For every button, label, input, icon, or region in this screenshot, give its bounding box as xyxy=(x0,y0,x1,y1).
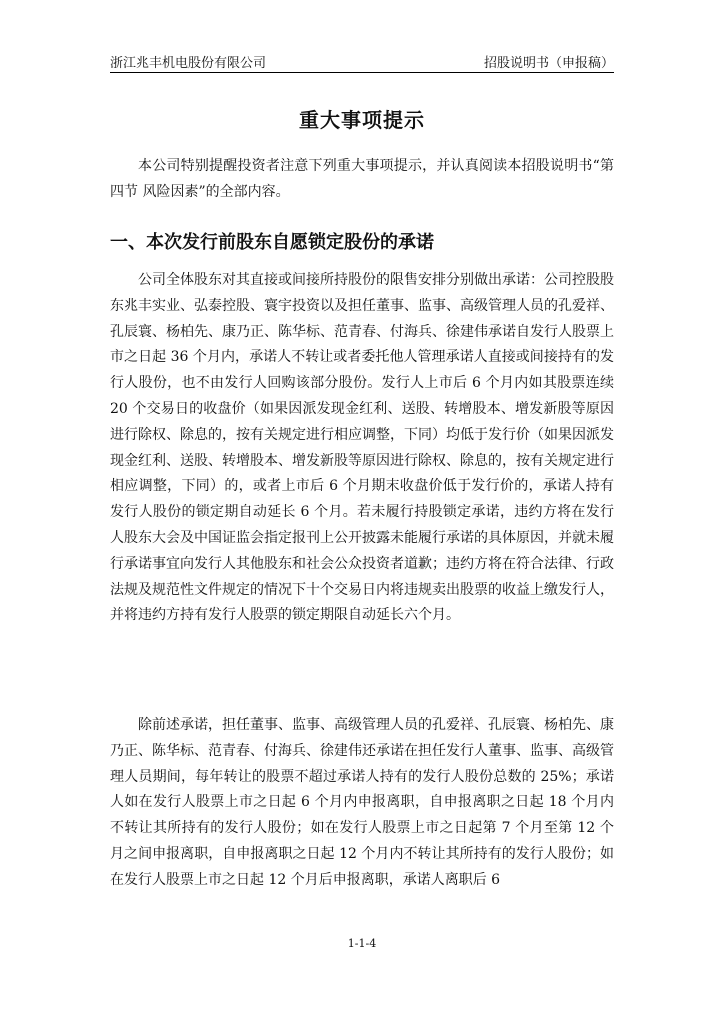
section-heading: 一、本次发行前股东自愿锁定股份的承诺 xyxy=(110,232,434,253)
intro-paragraph: 本公司特别提醒投资者注意下列重大事项提示，并认真阅读本招股说明书“第四节 风险因素”的全部内容。 xyxy=(110,158,614,200)
header-document-type: 招股说明书（申报稿） xyxy=(483,56,614,71)
page-title: 重大事项提示 xyxy=(299,108,425,132)
body-paragraph-2: 除前述承诺，担任董事、监事、高级管理人员的孔爱祥、孔辰寰、杨柏先、康乃正、陈华标、范青春、付海兵、徐建伟还承诺在担任发行人董事、监事、高级管理人员期间，每年转让的股票不超过承诺人持有的发行人股份总数的 25%；承诺人如在发行人股票上市之日起 6 个月内申报离职，自申报离职之日起 18 个月内不转让其所持有的发行人股份；如在发行人股票上市之日起第 7 个月至第 12 个月之间申报离职，自申报离职之日起 12 个月内不转让其所持有的发行人股份；如在发行人股票上市之日起 12 个月后申报离职，承诺人离职后 6 xyxy=(110,717,614,888)
header-company-name: 浙江兆丰机电股份有限公司 xyxy=(110,56,267,71)
body-paragraph-1: 公司全体股东对其直接或间接所持股份的限售安排分别做出承诺：公司控股股东兆丰实业、弘泰控股、寰宇投资以及担任董事、监事、高级管理人员的孔爱祥、孔辰寰、杨柏先、康乃正、陈华标、范青春、付海兵、徐建伟承诺自发行人股票上市之日起 36 个月内，承诺人不转让或者委托他人管理承诺人直接或间接持有的发行人股份，也不由发行人回购该部分股份。发行人上市后 6 个月内如其股票连续 20 个交易日的收盘价（如果因派发现金红利、送股、转增股本、增发新股等原因进行除权、除息的，按有关规定进行相应调整，下同）均低于发行价（如果因派发现金红利、送股、转增股本、增发新股等原因进行除权、除息的，按有关规定进行相应调整，下同）的，或者上市后 6 个月期末收盘价低于发行价的，承诺人持有发行人股份的锁定期自动延长 6 个月。若未履行持股锁定承诺，违约方将在发行人股东大会及中国证监会指定报刊上公开披露未能履行承诺的具体原因，并就未履行承诺事宜向发行人其他股东和社会公众投资者道歉；违约方将在符合法律、行政法规及规范性文件规定的情况下十个交易日内将违规卖出股票的收益上缴发行人，并将违约方持有发行人股票的锁定期限自动延长六个月。 xyxy=(110,272,614,624)
page-number: 1-1-4 xyxy=(347,937,377,950)
page-header xyxy=(110,50,614,73)
